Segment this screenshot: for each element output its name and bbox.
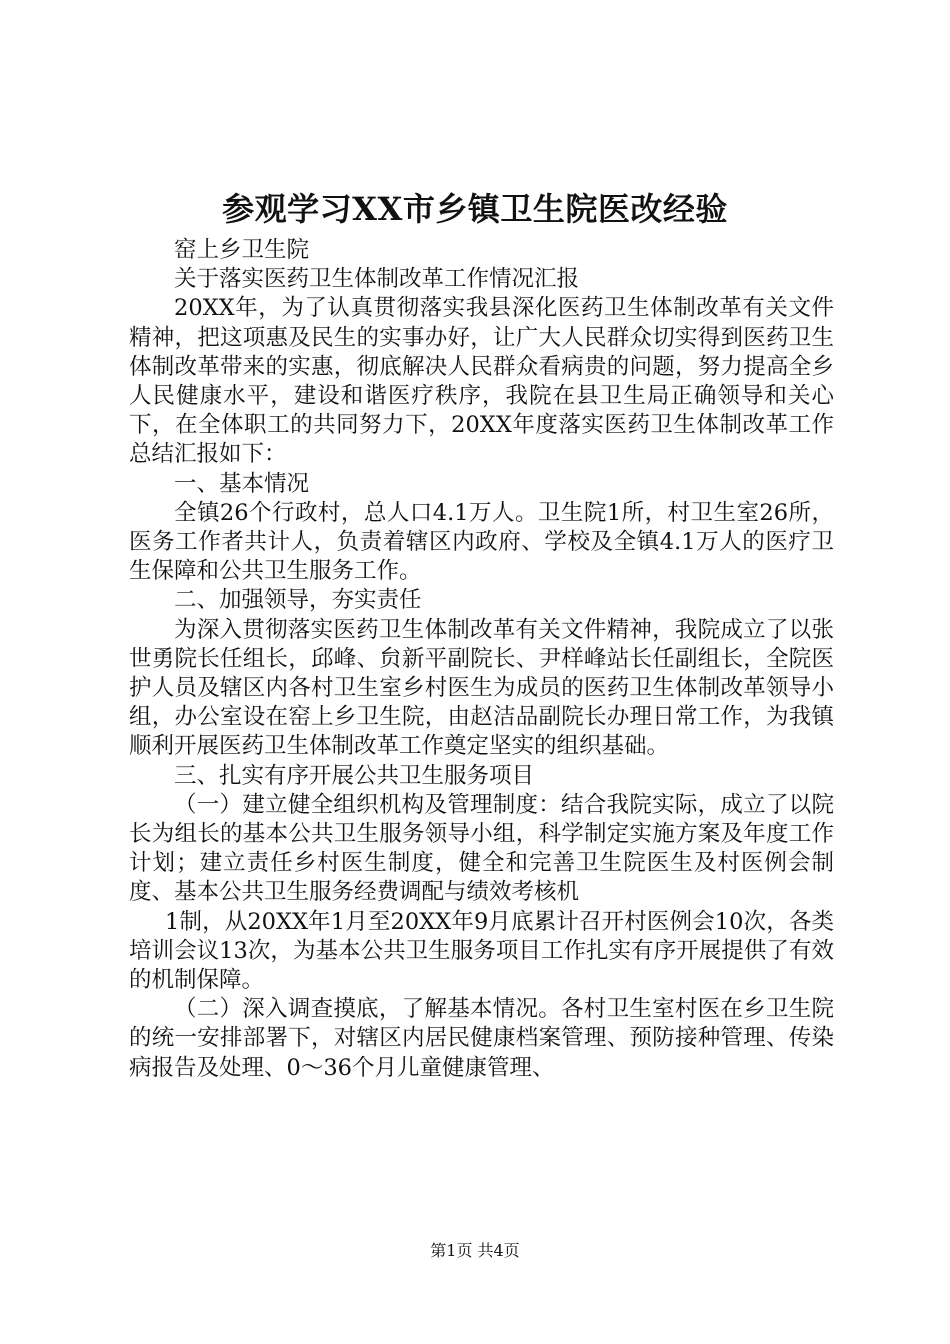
paragraph-mechanism: 1制，从20XX年1月至20XX年9月底累计召开村医例会10次，各类培训会议13次，为基本公共卫生服务项目工作扎实有序开展提供了有效的机制保障。 xyxy=(129,908,834,994)
paragraph-leadership: 为深入贯彻落实医药卫生体制改革有关文件精神，我院成立了以张世勇院长任组长，邱峰、贠新平副院长、尹样峰站长任副组长，全院医护人员及辖区内各村卫生室乡村医生为成员的医药卫生体制改革领导小组，办公室设在窑上乡卫生院，由赵洁品副院长办理日常工作，为我镇顺利开展医药卫生体制改革工作奠定坚实的组织基础。 xyxy=(129,616,834,760)
document-title: 参观学习XX市乡镇卫生院医改经验 xyxy=(222,190,728,228)
page-footer: 第1页 共4页 xyxy=(430,1241,520,1260)
section-heading-public-health: 三、扎实有序开展公共卫生服务项目 xyxy=(174,762,535,789)
paragraph-survey: （二）深入调查摸底，了解基本情况。各村卫生室村医在乡卫生院的统一安排部署下，对辖区内居民健康档案管理、预防接种管理、传染病报告及处理、0～36个月儿童健康管理、 xyxy=(129,996,834,1081)
paragraph-intro: 20XX年，为了认真贯彻落实我县深化医药卫生体制改革有关文件精神，把这项惠及民生的实事办好，让广大人民群众切实得到医药卫生体制改革带来的实惠，彻底解决人民群众看病贵的问题，努力提高全乡人民健康水平，建设和谐医疗秩序，我院在县卫生局正确领导和关心下，在全体职工的共同努力下，20XX年度落实医药卫生体制改革工作总结汇报如下： xyxy=(129,295,834,468)
paragraph-basic-situation: 全镇26个行政村，总人口4.1万人。卫生院1所，村卫生室26所，医务工作者共计人，负责着辖区内政府、学校及全镇4.1万人的医疗卫生保障和公共卫生服务工作。 xyxy=(129,499,834,585)
paragraph-hospital-name: 窑上乡卫生院 xyxy=(174,237,310,263)
paragraph-report-title: 关于落实医药卫生体制改革工作情况汇报 xyxy=(174,266,580,293)
document-body xyxy=(129,236,834,1083)
section-heading-basic-situation: 一、基本情况 xyxy=(174,470,310,497)
paragraph-organization: （一）建立健全组织机构及管理制度：结合我院实际，成立了以院长为组长的基本公共卫生服务领导小组，科学制定实施方案及年度工作计划；建立责任乡村医生制度，健全和完善卫生院医生及村医例会制度、基本公共卫生服务经费调配与绩效考核机 xyxy=(129,791,834,906)
section-heading-leadership: 二、加强领导，夯实责任 xyxy=(174,587,422,614)
